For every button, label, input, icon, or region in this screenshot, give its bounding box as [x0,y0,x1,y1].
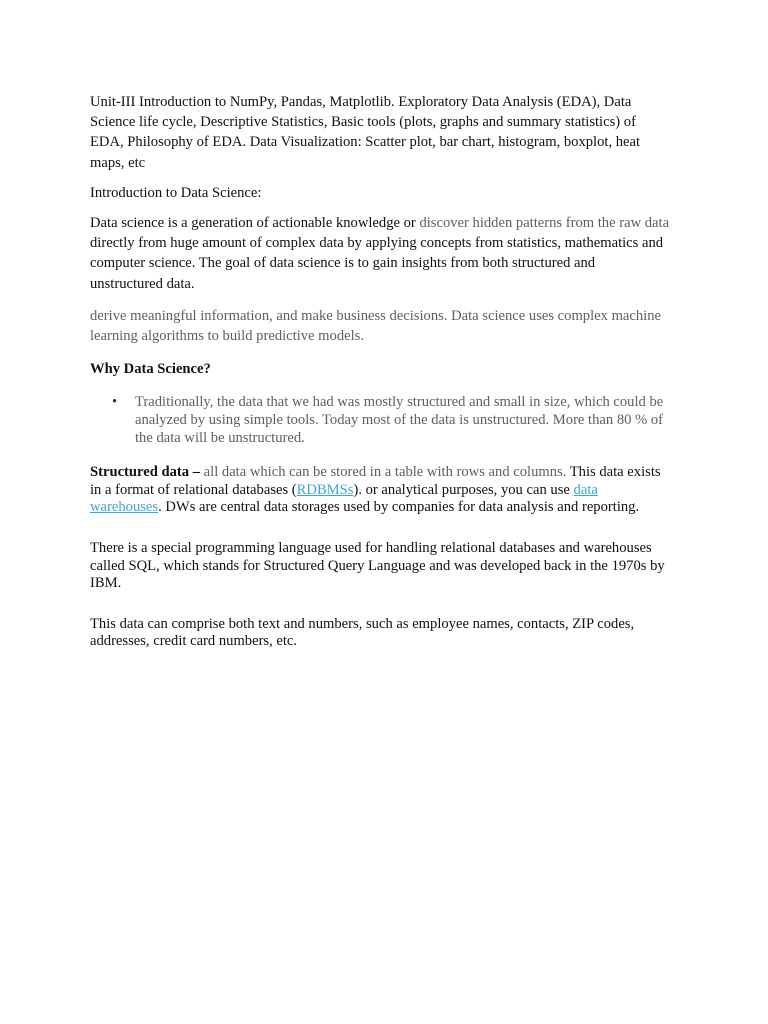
structured-data-grey-text: all data which can be stored in a table with rows and columns. [203,464,567,481]
intro-heading-text: Introduction to Data Science: [90,184,262,201]
data-types-paragraph [90,616,670,651]
sql-text: There is a special programming language used for handling relational databases and warehouses called SQL, which stands for Structured Query Language and was developed back in the 1970s by IBM. [90,540,665,592]
why-heading [90,359,670,379]
bullet-text: Traditionally, the data that we had was mostly structured and small in size, which could be analyzed by using simple tools. Today most of the data is unstructured. More than 80 % of the data will be unstructured. [135,394,664,446]
structured-data-text1: This data exists in a format of relational databases ( [90,464,661,498]
derive-text: derive meaningful information, and make business decisions. Data science uses complex machine learning algorithms to build predictive models. [90,307,662,345]
structured-data-paragraph [90,464,670,517]
definition-text-part3: directly from huge amount of complex data by applying concepts from statistics, mathematics and computer science. The goal of data science is to gain insights from both structured and unstructured data. [90,235,664,292]
bullet-list-item [90,394,670,447]
document-page [90,92,670,651]
definition-text-part1: Data science is a generation of actionable knowledge or [90,215,420,232]
why-heading-text: Why Data Science? [90,361,211,378]
unit-syllabus-paragraph [90,92,670,173]
definition-text-grey: discover hidden patterns from the raw data [419,215,670,232]
unit-syllabus-text: Unit-III Introduction to NumPy, Pandas, Matplotlib. Exploratory Data Analysis (EDA), Data Science life cycle, Descriptive Statistics, Basic tools (plots, graphs and summary statistics) of EDA, Philosophy of EDA. Data Visualization: Scatter plot, bar chart, histogram, boxplot, heat maps, etc [90,94,641,171]
bullet-icon: • [112,394,118,411]
structured-data-text3: . DWs are central data storages used by companies for data analysis and reporting. [158,499,640,516]
intro-heading [90,183,670,203]
definition-paragraph [90,213,670,294]
data-warehouses-link[interactable]: data warehouses [90,481,598,516]
sql-paragraph [90,540,670,593]
data-types-text: This data can comprise both text and numbers, such as employee names, contacts, ZIP codes, addresses, credit card numbers, etc. [90,615,635,650]
derive-paragraph [90,306,670,346]
rdbms-link[interactable]: RDBMSs [296,481,354,498]
structured-data-text2: ). or analytical purposes, you can use [353,481,574,498]
structured-data-label: Structured data – [90,464,204,481]
